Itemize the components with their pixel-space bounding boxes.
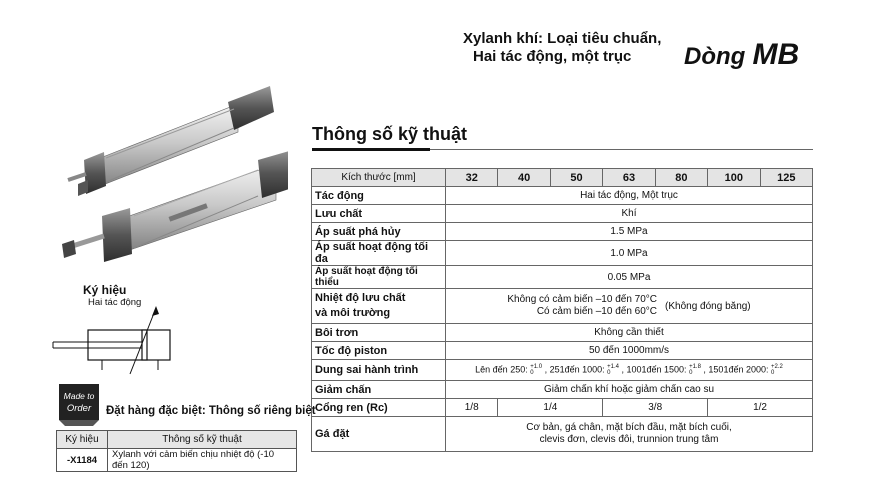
tol-frac: +1.0 0 [530,364,543,376]
title-rule-thin [430,149,813,150]
table-row [312,289,813,324]
tol-part: , 1001đến 1500: [619,364,690,375]
table-row [312,266,813,289]
row-label: Gá đặt [312,417,446,452]
made-to-order-label: Đặt hàng đặc biệt: Thông số riêng biệt [106,405,316,417]
size-col: 40 [498,169,550,187]
port-value: 1/2 [708,399,813,417]
size-col: 80 [655,169,707,187]
row-value [446,360,813,381]
mto-icon-text1: Made to [63,391,95,401]
row-value: 1.0 MPa [446,241,813,266]
table-header-row [57,431,297,449]
table-row [312,417,813,452]
table-row [312,381,813,399]
tol-part: , 1501đến 2000: [700,364,771,375]
cylinder-product-image [48,82,288,272]
row-value: 1.5 MPa [446,223,813,241]
table-row [312,241,813,266]
row-label: Tốc độ piston [312,342,446,360]
row-label: Lưu chất [312,205,446,223]
table-row [312,205,813,223]
row-label: Tác động [312,187,446,205]
tol-part: , 251đến 1000: [542,364,608,375]
mount-line1: Cơ bản, gá chân, mặt bích đầu, mặt bích cuối, [526,422,732,433]
row-label [312,289,446,324]
symbol-subtitle: Hai tác động [88,297,142,308]
size-header-row [312,169,813,187]
mto-desc: Xylanh với cảm biến chịu nhiệt độ (-10 đến 120) [108,449,297,472]
title-rule-thick [312,148,430,151]
port-value: 3/8 [603,399,708,417]
temp-label-line2: và môi trường [315,307,391,319]
made-to-order-icon [57,382,101,426]
size-col: 100 [708,169,760,187]
port-value: 1/4 [498,399,603,417]
row-value: Khí [446,205,813,223]
section-title: Thông số kỹ thuật [312,124,467,144]
table-row [312,324,813,342]
row-value: 50 đến 1000mm/s [446,342,813,360]
row-label: Bôi trơn [312,324,446,342]
series-name [684,38,799,72]
tol-part: Lên đến 250: [475,364,531,375]
size-col: 50 [550,169,602,187]
symbol-title: Ký hiệu [83,283,127,297]
row-label: Giảm chấn [312,381,446,399]
table-row [312,223,813,241]
series-code: MB [752,38,800,71]
col-header-code: Ký hiệu [57,431,108,449]
table-row [312,187,813,205]
row-label: Áp suất hoạt động tối thiểu [312,266,446,289]
table-row [312,399,813,417]
temp-label-line1: Nhiệt độ lưu chất [315,292,406,304]
size-col: 63 [603,169,655,187]
mount-line2: clevis đơn, clevis đôi, trunnion trung tâm [539,434,719,445]
temp-note: (Không đóng băng) [665,300,751,312]
row-label: Dung sai hành trình [312,360,446,381]
size-col: 32 [446,169,498,187]
tol-frac: +1.4 0 [607,364,619,376]
row-label: Cổng ren (Rc) [312,399,446,417]
col-header-spec: Thông số kỹ thuật [108,431,297,449]
mto-icon-text2: Order [66,403,92,414]
table-row [312,360,813,381]
header-title-line2: Hai tác động, một trục [473,48,632,65]
temp-line2: Có cảm biến –10 đến 60°C [536,306,658,317]
row-label: Áp suất hoạt động tối đa [312,241,446,266]
series-word: Dòng [684,43,746,70]
temp-line1: Không có cảm biến –10 đến 70°C [507,294,658,305]
row-value: 0.05 MPa [446,266,813,289]
tol-frac: +1.8 0 [689,364,701,376]
table-row [57,449,297,472]
double-acting-cylinder-symbol-icon [48,300,178,380]
port-value: 1/8 [446,399,498,417]
row-value: Không cần thiết [446,324,813,342]
row-value: Giảm chấn khí hoặc giảm chấn cao su [446,381,813,399]
row-value [446,289,813,324]
mto-code: -X1184 [57,449,108,472]
row-label: Áp suất phá hủy [312,223,446,241]
table-row [312,342,813,360]
size-label: Kích thước [mm] [312,169,446,187]
spec-table [311,168,813,452]
tol-frac: +2.2 0 [770,364,783,376]
header-title-line1: Xylanh khí: Loại tiêu chuẩn, [463,30,662,47]
row-value: Hai tác động, Một trục [446,187,813,205]
size-col: 125 [760,169,812,187]
made-to-order-table [56,430,297,472]
row-value [446,417,813,452]
